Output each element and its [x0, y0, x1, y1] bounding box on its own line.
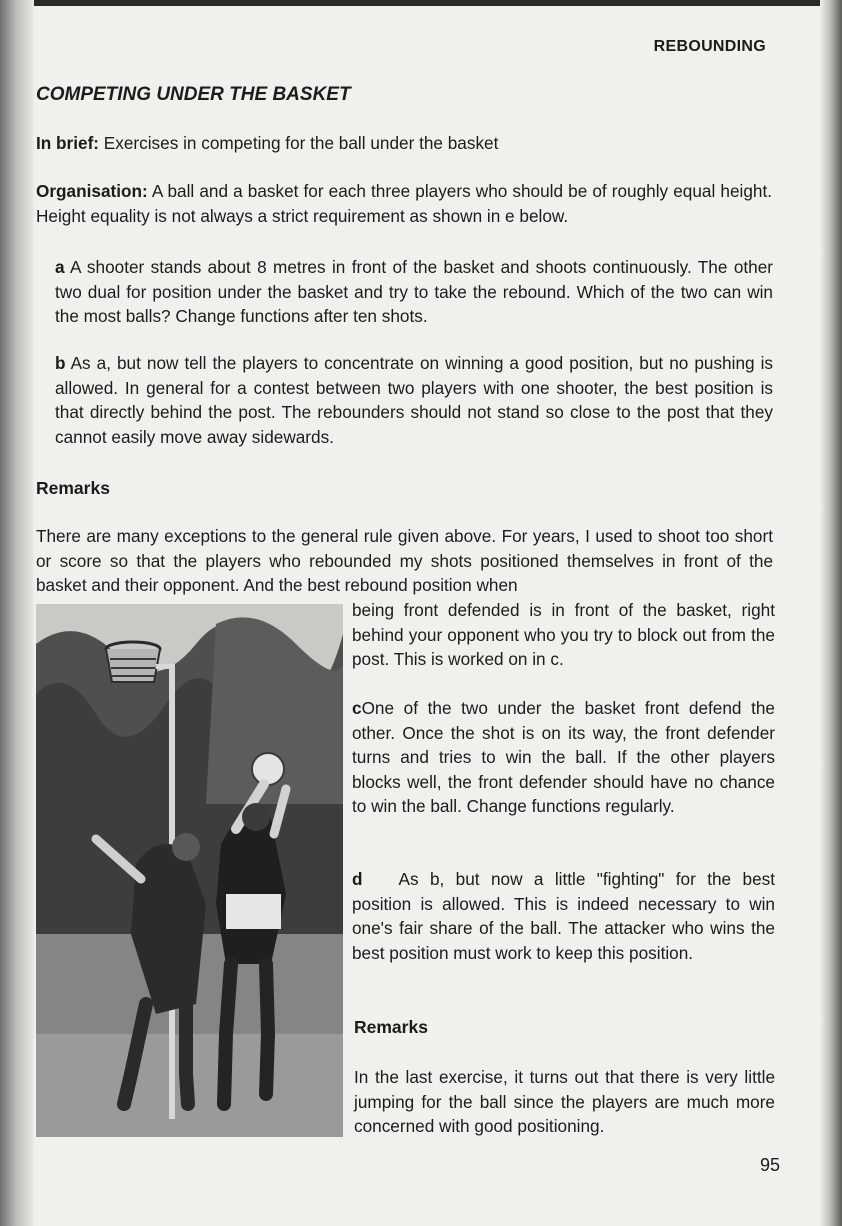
exercise-d-text: As b, but now a little "fighting" for the best position is allowed. This is indeed necessary to win one's fair share of the ball. The attacker who wins the best position must work to keep this position.: [352, 869, 775, 963]
top-shadow: [0, 0, 842, 6]
exercise-a: [55, 255, 773, 329]
exercise-d: [352, 867, 775, 965]
running-head: REBOUNDING: [653, 38, 766, 55]
page-number: 95: [759, 1155, 780, 1175]
photo-two-players-rebounding: [36, 604, 343, 1137]
exercise-b-label: b: [55, 353, 66, 373]
exercise-a-label: a: [55, 257, 65, 277]
remarks-text-2: In the last exercise, it turns out that there is very little jumping for the ball since the players are much more concerned with good positioning.: [354, 1067, 775, 1136]
exercise-a-text: A shooter stands about 8 metres in front of the basket and shoots continuously. The other two dual for position under the basket and try to take the rebound. Which of the two can win the most balls? Change functions after ten shots.: [55, 257, 773, 326]
organisation-paragraph: [36, 179, 772, 228]
remarks-text-continued: being front defended is in front of the basket, right behind your opponent who you try to block out from the post. This is worked on in c.: [352, 600, 775, 669]
exercise-b: [55, 351, 773, 449]
exercise-b-text: As a, but now tell the players to concentrate on winning a good position, but no pushing is allowed. In general for a contest between two players with one shooter, the best position is that directly behind the post. The rebounders should not stand so close to the post that they cannot easily move away sidewards.: [55, 353, 773, 447]
page-edge-right: [820, 0, 842, 1226]
exercise-c: [352, 696, 775, 819]
binding-shadow-left: [0, 0, 34, 1226]
exercise-d-label: d: [352, 869, 363, 889]
in-brief-text: Exercises in competing for the ball under the basket: [99, 133, 499, 153]
section-title: COMPETING UNDER THE BASKET: [36, 84, 351, 105]
exercise-c-text: One of the two under the basket front defend the other. Once the shot is on its way, the front defender turns and tries to win the ball. If the other players blocks well, the front defender should have no chance to win the ball. Change functions regularly.: [352, 698, 775, 816]
in-brief-paragraph: [36, 131, 776, 156]
organisation-text: A ball and a basket for each three players who should be of roughly equal height. Height equality is not always a strict requirement as shown in e below.: [36, 181, 772, 226]
organisation-label: Organisation:: [36, 181, 148, 201]
exercise-c-label: c: [352, 698, 362, 718]
photo-illustration: [36, 604, 343, 1137]
remarks-text: There are many exceptions to the general rule given above. For years, I used to shoot too short or score so that the players who rebounded my shots positioned themselves in front of the basket and their opponent. And the best rebound position when: [36, 526, 773, 595]
in-brief-label: In brief:: [36, 133, 100, 153]
remarks-heading: Remarks: [36, 478, 110, 498]
remarks-heading-2: Remarks: [354, 1017, 428, 1037]
